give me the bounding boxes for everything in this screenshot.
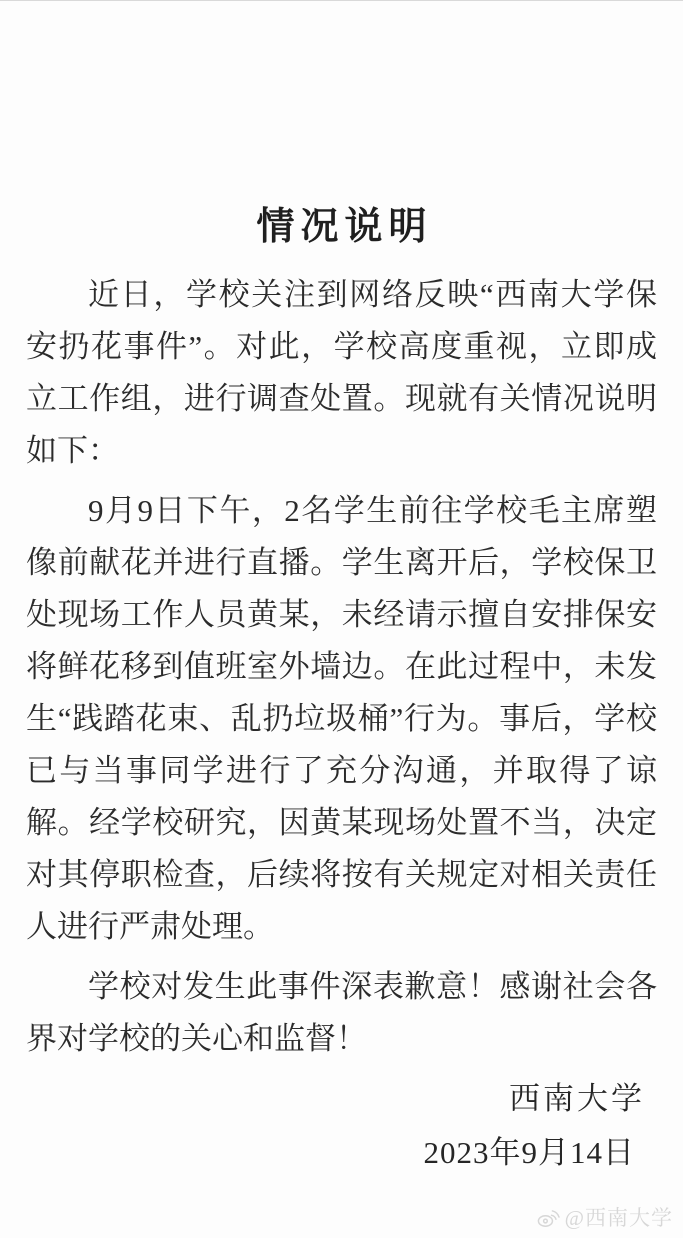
paragraph-apology: 学校对发生此事件深表歉意！感谢社会各界对学校的关心和监督！ — [26, 969, 657, 1056]
watermark-handle: @西南大学 — [564, 1206, 673, 1230]
document-date: 2023年9月14日 — [423, 1135, 635, 1170]
document-title: 情况说明 — [256, 206, 433, 248]
document-body — [0, 269, 683, 1179]
signature: 西南大学 — [509, 1081, 645, 1116]
weibo-icon — [537, 1207, 560, 1228]
weibo-watermark — [537, 1202, 673, 1232]
paragraph-incident-details: 9月9日下午，2名学生前往学校毛主席塑像前献花并进行直播。学生离开后，学校保卫处现场工作人员黄某，未经请示擅自安排保安将鲜花移到值班室外墙边。在此过程中，未发生“践踏花束、乱扔垃圾桶”行为。事后，学校已与当事同学进行了充分沟通，并取得了谅解。经学校研究，因黄某现场处置不当，决定对其停职检查，后续将按有关规定对相关责任人进行严肃处理。 — [26, 493, 657, 944]
paragraph-intro: 近日，学校关注到网络反映“西南大学保安扔花事件”。对此，学校高度重视，立即成立工作组，进行调查处置。现就有关情况说明如下： — [26, 277, 657, 468]
